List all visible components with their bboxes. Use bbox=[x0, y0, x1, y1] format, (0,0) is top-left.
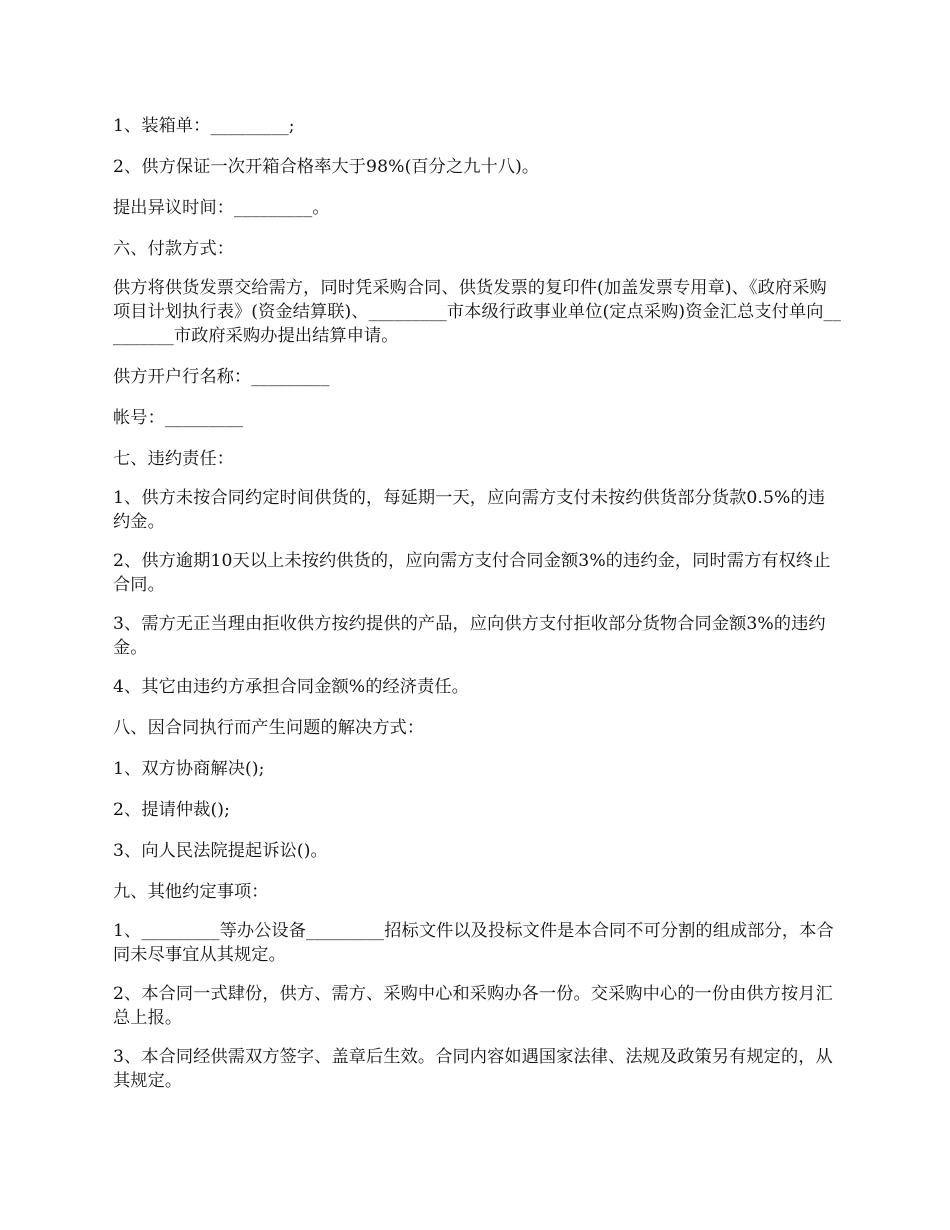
dispute-option-arbitration: 2、提请仲裁(); bbox=[113, 800, 230, 820]
account-number-field: 帐号：_________ bbox=[113, 408, 244, 428]
effectiveness-clause: 3、本合同经供需双方签字、盖章后生效。合同内容如遇国家法律、法规及政策另有规定的，从其规定。 bbox=[113, 1047, 833, 1091]
copies-clause: 2、本合同一式肆份，供方、需方、采购中心和采购办各一份。交采购中心的一份由供方按月汇总上报。 bbox=[113, 984, 833, 1028]
section-heading-dispute: 八、因合同执行而产生问题的解决方式： bbox=[113, 718, 425, 738]
payment-procedure-paragraph: 供方将供货发票交给需方，同时凭采购合同、供货发票的复印件(加盖发票专用章)、《政府采购项目计划执行表》(资金结算联)、_________市本级行政事业单位(定点采购)资金汇总支付单向_________市政府采购办提出结算申请。 bbox=[113, 278, 841, 346]
dispute-option-negotiation: 1、双方协商解决(); bbox=[113, 759, 265, 779]
objection-time-clause: 提出异议时间：_________。 bbox=[113, 198, 330, 218]
unpacking-pass-rate-clause: 2、供方保证一次开箱合格率大于98%(百分之九十八)。 bbox=[113, 157, 540, 177]
rejection-penalty-clause: 3、需方无正当理由拒收供方按约提供的产品，应向供方支付拒收部分货物合同金额3%的违约金。 bbox=[113, 614, 826, 658]
other-liability-clause: 4、其它由违约方承担合同金额%的经济责任。 bbox=[113, 677, 469, 697]
section-heading-payment: 六、付款方式： bbox=[113, 239, 235, 259]
late-delivery-penalty-clause: 1、供方未按合同约定时间供货的，每延期一天，应向需方支付未按约供货部分货款0.5%的违约金。 bbox=[113, 488, 826, 532]
packing-list-clause: 1、装箱单：_________; bbox=[113, 116, 295, 136]
tender-documents-clause: 1、_________等办公设备_________招标文件以及投标文件是本合同不可分割的组成部分，本合同未尽事宜从其规定。 bbox=[113, 921, 834, 965]
section-heading-other-terms: 九、其他约定事项： bbox=[113, 882, 269, 902]
overdue-termination-clause: 2、供方逾期10天以上未按约供货的，应向需方支付合同金额3%的违约金，同时需方有权终止合同。 bbox=[113, 551, 831, 595]
dispute-option-litigation: 3、向人民法院提起诉讼()。 bbox=[113, 841, 328, 861]
section-heading-liability: 七、违约责任： bbox=[113, 449, 235, 469]
bank-name-field: 供方开户行名称：_________ bbox=[113, 367, 330, 387]
